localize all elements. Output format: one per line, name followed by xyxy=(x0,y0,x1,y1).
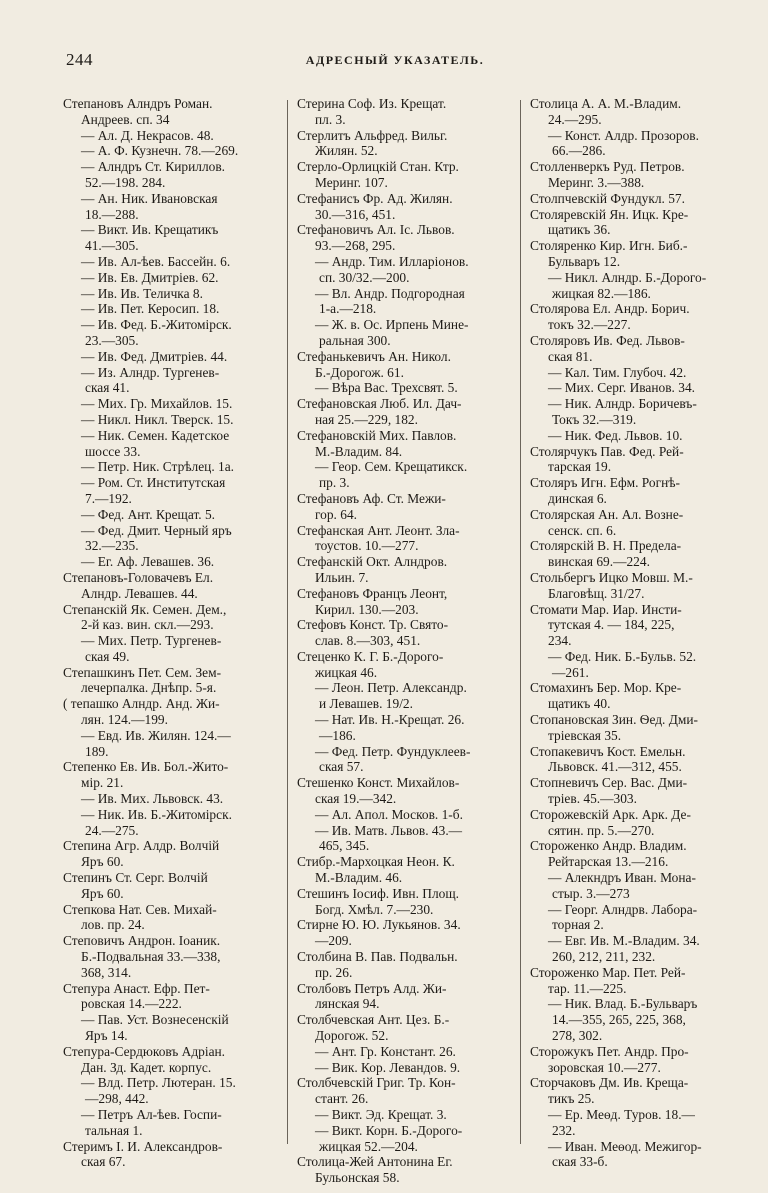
directory-entry: Стефанисъ Фр. Ад. Жилян. xyxy=(297,190,453,206)
directory-entry: Столярскій В. Н. Предела- xyxy=(530,538,682,554)
directory-entry-continuation: Б.-Дорогож. 61. xyxy=(315,364,404,380)
directory-entry: Стопакевичъ Кост. Емельн. xyxy=(530,743,686,759)
directory-entry-continuation: стант. 26. xyxy=(315,1091,369,1107)
directory-entry-continuation: — Из. Алндр. Тургенев- xyxy=(81,364,220,380)
directory-entry-continuation: —298, 442. xyxy=(85,1091,149,1107)
directory-entry-continuation: — Фед. Дмит. Черный яръ xyxy=(81,522,232,538)
directory-entry-continuation: Яръ 60. xyxy=(81,854,124,870)
directory-entry-continuation: — Ив. Мих. Львовск. 43. xyxy=(81,791,224,807)
directory-entry-continuation: лов. пр. 24. xyxy=(81,917,145,933)
directory-entry: Стефановъ Францъ Леонт, xyxy=(297,585,448,601)
directory-entry: Столярчукъ Пав. Фед. Рей- xyxy=(530,443,684,459)
directory-entry-continuation: зоровская 10.—277. xyxy=(548,1059,661,1075)
directory-entry-continuation: — Влд. Петр. Лютеран. 15. xyxy=(81,1075,236,1091)
directory-entry-continuation: — Геор. Сем. Крещатикск. xyxy=(315,459,468,475)
directory-entry-continuation: сп. 30/32.—200. xyxy=(319,269,410,285)
directory-entry-continuation: жицкая 46. xyxy=(315,664,378,680)
directory-entry: Столбчевская Ант. Цез. Б.- xyxy=(297,1012,450,1028)
directory-entry-continuation: 18.—288. xyxy=(85,206,139,222)
directory-entry-continuation: — Евг. Ив. М.-Владим. 34. xyxy=(548,933,700,949)
directory-entry-continuation: — Вл. Андр. Подгородная xyxy=(315,285,465,301)
directory-entry-continuation: слав. 8.—303, 451. xyxy=(315,633,421,649)
directory-entry: Стопневичъ Сер. Вас. Дми- xyxy=(530,775,688,791)
directory-entry-continuation: стыр. 3.—273 xyxy=(552,885,630,901)
directory-entry-continuation: — Ег. Аф. Левашев. 36. xyxy=(81,554,215,570)
directory-entry-continuation: Дан. Зд. Кадет. корпус. xyxy=(81,1059,212,1075)
directory-entry-continuation: — Андр. Тим. Илларіонов. xyxy=(315,253,469,269)
directory-entry: Стефановъ Аф. Ст. Межи- xyxy=(297,490,446,506)
directory-entry-continuation: —261. xyxy=(552,664,589,680)
column-divider xyxy=(520,100,521,1144)
directory-column-3 xyxy=(530,96,740,1170)
directory-entry: Столленверкъ Руд. Петров. xyxy=(530,159,685,175)
directory-entry-continuation: и Левашев. 19/2. xyxy=(319,696,413,712)
directory-entry-continuation: ская 67. xyxy=(81,1154,126,1170)
directory-entry-continuation: — А. Ф. Кузнечн. 78.—269. xyxy=(81,143,239,159)
directory-entry-continuation: Львовск. 41.—312, 455. xyxy=(548,759,682,775)
directory-entry-continuation: 278, 302. xyxy=(552,1028,603,1044)
directory-entry-continuation: — Мих. Гр. Михайлов. 15. xyxy=(81,396,233,412)
directory-entry: Стефановичъ Ал. Іс. Львов. xyxy=(297,222,455,238)
directory-entry-continuation: — Ник. Семен. Кадетское xyxy=(81,427,230,443)
directory-entry: Столбина В. Пав. Подвальн. xyxy=(297,949,458,965)
directory-entry: Столярская Ан. Ал. Возне- xyxy=(530,506,684,522)
directory-entry-continuation: тріев. 45.—303. xyxy=(548,791,637,807)
directory-entry-continuation: лян. 124.—199. xyxy=(81,712,168,728)
directory-entry-continuation: тар. 11.—225. xyxy=(548,980,627,996)
directory-entry-continuation: гор. 64. xyxy=(315,506,357,522)
directory-entry: Степура Анаст. Ефр. Пет- xyxy=(63,980,210,996)
directory-entry-continuation: — Ив. Фед. Б.-Житомірск. xyxy=(81,317,232,333)
directory-entry-continuation: ская 49. xyxy=(85,648,130,664)
directory-entry-continuation: лечерпалка. Днѣпр. 5-я. xyxy=(81,680,217,696)
directory-entry-continuation: 1-а.—218. xyxy=(319,301,377,317)
page-header xyxy=(66,50,724,74)
directory-entry-continuation: Андреев. сп. 34 xyxy=(81,111,170,127)
directory-entry-continuation: — Фед. Ник. Б.-Бульв. 52. xyxy=(548,648,697,664)
directory-entry-continuation: пр. 3. xyxy=(319,475,350,491)
directory-entry-continuation: 23.—305. xyxy=(85,332,139,348)
directory-entry-continuation: — Алекндръ Иван. Мона- xyxy=(548,870,696,886)
directory-entry-continuation: — Иван. Меѳод. Межигор- xyxy=(548,1138,702,1154)
directory-entry-continuation: М.-Владим. 46. xyxy=(315,870,403,886)
directory-entry-continuation: 24.—275. xyxy=(85,822,139,838)
directory-entry-continuation: — Викт. Эд. Крещат. 3. xyxy=(315,1107,447,1122)
directory-entry-continuation: 30.—316, 451. xyxy=(315,206,396,222)
directory-entry-continuation: 232. xyxy=(552,1122,576,1138)
directory-entry-continuation: 24.—295. xyxy=(548,111,602,127)
directory-entry-continuation: тутская 4. — 184, 225, xyxy=(548,617,675,633)
directory-entry: Столяревскій Ян. Ицк. Кре- xyxy=(530,206,689,222)
directory-entry-continuation: — Фед. Петр. Фундуклеев- xyxy=(315,743,471,759)
directory-entry-continuation: — Ром. Ст. Институтская xyxy=(81,475,226,491)
directory-entry-continuation: жицкая 52.—204. xyxy=(319,1138,418,1154)
directory-entry: Столица-Жей Антонина Ег. xyxy=(297,1154,453,1170)
directory-entry-continuation: ская 81. xyxy=(548,348,593,364)
directory-entry-continuation: — Никл. Алндр. Б.-Дорого- xyxy=(548,269,707,285)
directory-entry-continuation: 189. xyxy=(85,743,109,759)
directory-entry: Стефановская Люб. Ил. Дач- xyxy=(297,396,462,412)
directory-entry-continuation: 7.—192. xyxy=(85,490,132,506)
directory-entry-continuation: Б.-Подвальная 33.—338, xyxy=(81,949,221,965)
directory-column-1 xyxy=(63,96,273,1170)
directory-entry: Стефанская Ант. Леонт. Зла- xyxy=(297,522,460,538)
directory-entry-continuation: 93.—268, 295. xyxy=(315,238,396,254)
directory-entry-continuation: — Ал. Д. Некрасов. 48. xyxy=(81,127,214,143)
directory-entry-continuation: 32.—235. xyxy=(85,538,139,554)
directory-entry-continuation: — Петръ Ал-ѣев. Госпи- xyxy=(81,1107,222,1122)
running-title: АДРЕСНЫЙ УКАЗАТЕЛЬ. xyxy=(305,53,485,67)
directory-entry: Стеценко К. Г. Б.-Дорого- xyxy=(297,648,444,664)
directory-entry: Стерло-Орлицкій Стан. Ктр. xyxy=(297,159,459,175)
directory-entry-continuation: динская 6. xyxy=(548,490,607,506)
directory-entry-continuation: — Вик. Кор. Левандов. 9. xyxy=(315,1059,461,1075)
directory-entry-continuation: Жилян. 52. xyxy=(315,143,378,159)
directory-entry: Степановъ Алндръ Роман. xyxy=(63,96,213,111)
directory-entry: Стешинъ Іосиф. Ивн. Площ. xyxy=(297,885,459,901)
directory-entry: Стерина Соф. Из. Крещат. xyxy=(297,96,447,111)
directory-entry-continuation: — Ан. Ник. Ивановская xyxy=(81,190,218,206)
directory-entry-continuation: — Ант. Гр. Констант. 26. xyxy=(315,1043,456,1059)
directory-entry-continuation: торная 2. xyxy=(552,917,604,933)
directory-entry-continuation: винская 69.—224. xyxy=(548,554,650,570)
directory-entry: Степина Агр. Алдр. Волчій xyxy=(63,838,220,854)
directory-entry-continuation: Рейтарская 13.—216. xyxy=(548,854,669,870)
directory-entry-continuation: 260, 212, 211, 232. xyxy=(552,949,656,965)
directory-entry-continuation: — Кал. Тим. Глубоч. 42. xyxy=(548,364,687,380)
directory-entry-continuation: 234. xyxy=(548,633,572,649)
directory-entry-continuation: Бульонская 58. xyxy=(315,1170,400,1186)
directory-entry-continuation: — Леон. Петр. Александр. xyxy=(315,680,467,696)
directory-entry-continuation: сенск. сп. 6. xyxy=(548,522,617,538)
directory-entry-continuation: щатикъ 40. xyxy=(548,696,611,712)
directory-entry: Стешенко Конст. Михайлов- xyxy=(297,775,460,791)
directory-entry-continuation: Токъ 32.—319. xyxy=(552,411,637,427)
directory-entry-continuation: —186. xyxy=(319,727,356,743)
directory-entry-continuation: шоссе 33. xyxy=(85,443,141,459)
directory-entry: Сторожукъ Пет. Андр. Про- xyxy=(530,1043,689,1059)
directory-entry-continuation: 465, 345. xyxy=(319,838,370,854)
directory-entry-continuation: — Вѣра Вас. Трехсвят. 5. xyxy=(315,380,458,396)
directory-entry-continuation: Кирил. 130.—203. xyxy=(315,601,419,617)
directory-entry: Стефанькевичъ Ан. Никол. xyxy=(297,348,451,364)
directory-entry: Степинъ Ст. Серг. Волчій xyxy=(63,870,208,886)
directory-entry-continuation: — Нат. Ив. Н.-Крещат. 26. xyxy=(315,712,465,728)
directory-entry-continuation: — Евд. Ив. Жилян. 124.— xyxy=(81,727,231,743)
directory-entry-continuation: Меринг. 3.—388. xyxy=(548,174,645,190)
directory-entry-continuation: жицкая 82.—186. xyxy=(552,285,651,301)
directory-entry: Степура-Сердюковъ Адріан. xyxy=(63,1043,226,1059)
directory-entry-continuation: Дорогож. 52. xyxy=(315,1028,389,1044)
directory-entry-continuation: ская 41. xyxy=(85,380,130,396)
directory-entry: Степенко Ев. Ив. Бол.-Жито- xyxy=(63,759,229,775)
directory-entry: Степанскій Як. Семен. Дем., xyxy=(63,601,227,617)
directory-entry: Столярова Ел. Андр. Борич. xyxy=(530,301,690,317)
directory-entry-continuation: — Ив. Ев. Дмитріев. 62. xyxy=(81,269,219,285)
directory-entry-continuation: — Ив. Пет. Керосип. 18. xyxy=(81,301,220,317)
directory-entry-continuation: 52.—198. 284. xyxy=(85,174,166,190)
directory-entry-continuation: ская 57. xyxy=(319,759,364,775)
directory-entry: ( тепашко Алндр. Анд. Жи- xyxy=(63,696,220,712)
directory-entry: Стерлитъ Альфред. Вильг. xyxy=(297,127,448,143)
directory-entry-continuation: ная 25.—229, 182. xyxy=(315,411,418,427)
directory-entry: Стефановскій Мих. Павлов. xyxy=(297,427,457,443)
directory-entry: Столбовъ Петръ Алд. Жи- xyxy=(297,980,447,996)
directory-entry-continuation: ская 19.—342. xyxy=(315,791,397,807)
directory-entry-continuation: Яръ 14. xyxy=(85,1028,128,1044)
directory-entry-continuation: тикъ 25. xyxy=(548,1091,595,1107)
directory-entry-continuation: Бульваръ 12. xyxy=(548,253,621,269)
directory-entry: Стеримъ I. И. Александров- xyxy=(63,1138,223,1154)
directory-entry-continuation: тальная 1. xyxy=(85,1122,143,1138)
directory-entry-continuation: 41.—305. xyxy=(85,238,139,254)
directory-entry: Степашкинъ Пет. Сем. Зем- xyxy=(63,664,222,680)
directory-entry-continuation: —209. xyxy=(315,933,352,949)
directory-entry-continuation: пр. 26. xyxy=(315,964,353,980)
directory-entry: Столяренко Кир. Игн. Биб.- xyxy=(530,238,688,254)
directory-entry-continuation: токъ 32.—227. xyxy=(548,317,631,333)
directory-entry-continuation: — Никл. Никл. Тверск. 15. xyxy=(81,411,234,427)
directory-entry: Стирне Ю. Ю. Лукьянов. 34. xyxy=(297,917,461,933)
directory-entry-continuation: мір. 21. xyxy=(81,775,124,791)
directory-entry-continuation: — Ал. Апол. Москов. 1-б. xyxy=(315,806,463,822)
directory-entry-continuation: — Пав. Уст. Вознесенскій xyxy=(81,1012,229,1028)
directory-entry: Степановъ-Головачевъ Ел. xyxy=(63,569,214,585)
directory-entry: Стороженко Андр. Владим. xyxy=(530,838,687,854)
directory-entry: Столпчевскій Фундукл. 57. xyxy=(530,190,685,206)
directory-entry-continuation: Яръ 60. xyxy=(81,885,124,901)
directory-entry-continuation: Меринг. 107. xyxy=(315,174,388,190)
directory-entry-continuation: Ильин. 7. xyxy=(315,569,369,585)
directory-entry-continuation: 14.—355, 265, 225, 368, xyxy=(552,1012,686,1028)
directory-entry: Сторожевскій Арк. Арк. Де- xyxy=(530,806,691,822)
directory-entry: Стольбергъ Ицко Мовш. М.- xyxy=(530,569,693,585)
directory-entry-continuation: Благовѣщ. 31/27. xyxy=(548,585,645,601)
directory-entry-continuation: сятин. пр. 5.—270. xyxy=(548,822,655,838)
directory-entry-continuation: — Петр. Ник. Стрѣлец. 1а. xyxy=(81,459,235,475)
directory-entry-continuation: тріевская 35. xyxy=(548,727,622,743)
directory-entry-continuation: пл. 3. xyxy=(315,111,346,127)
directory-entry-continuation: ральная 300. xyxy=(319,332,391,348)
directory-entry-continuation: — Ник. Влад. Б.-Бульваръ xyxy=(548,996,698,1012)
directory-entry: Столбчевскій Григ. Тр. Кон- xyxy=(297,1075,456,1091)
directory-entry: Степкова Нат. Сев. Михай- xyxy=(63,901,217,917)
directory-entry-continuation: ровская 14.—222. xyxy=(81,996,182,1012)
directory-entry-continuation: Богд. Хмѣл. 7.—230. xyxy=(315,901,434,917)
directory-entry-continuation: тоустов. 10.—277. xyxy=(315,538,419,554)
directory-entry: Стопановская Зин. Ѳед. Дми- xyxy=(530,712,698,728)
directory-entry-continuation: — Ер. Меѳд. Туров. 18.— xyxy=(548,1107,695,1122)
directory-entry-continuation: Алндр. Левашев. 44. xyxy=(81,585,198,601)
directory-entry-continuation: — Ж. в. Ос. Ирпень Мине- xyxy=(315,317,469,333)
directory-entry: Стомахинъ Бер. Мор. Кре- xyxy=(530,680,682,696)
directory-entry-continuation: — Алндръ Ст. Кириллов. xyxy=(81,159,226,175)
directory-entry-continuation: — Викт. Корн. Б.-Дорого- xyxy=(315,1122,463,1138)
directory-entry-continuation: — Ив. Ал-ѣев. Бассейн. 6. xyxy=(81,253,231,269)
directory-entry: Столяровъ Ив. Фед. Львов- xyxy=(530,332,685,348)
directory-entry: Стибр.-Мархоцкая Неон. К. xyxy=(297,854,455,870)
directory-entry-continuation: ская 33-б. xyxy=(552,1154,608,1170)
directory-entry: Степовичъ Андрон. Іоаник. xyxy=(63,933,221,949)
directory-entry: Стефанскій Окт. Алндров. xyxy=(297,554,448,570)
directory-entry: Столяръ Игн. Ефм. Рогнѣ- xyxy=(530,475,681,491)
column-divider xyxy=(287,100,288,1144)
directory-entry: Стефовъ Конст. Тр. Свято- xyxy=(297,617,449,633)
directory-entry-continuation: тарская 19. xyxy=(548,459,612,475)
directory-entry-continuation: — Конст. Алдр. Прозоров. xyxy=(548,127,699,143)
directory-entry-continuation: лянская 94. xyxy=(315,996,380,1012)
directory-column-2 xyxy=(297,96,507,1186)
directory-entry: Стомати Мар. Иар. Инсти- xyxy=(530,601,682,617)
directory-entry-continuation: — Ив. Матв. Львов. 43.— xyxy=(315,822,463,838)
directory-entry-continuation: щатикъ 36. xyxy=(548,222,611,238)
directory-entry: Столица А. А. М.-Владим. xyxy=(530,96,682,111)
directory-entry-continuation: — Ник. Алндр. Боричевъ- xyxy=(548,396,697,412)
directory-entry: Стороженко Мар. Пет. Рей- xyxy=(530,964,686,980)
directory-entry-continuation: — Ник. Ив. Б.-Житомірск. xyxy=(81,806,232,822)
directory-entry-continuation: М.-Владим. 84. xyxy=(315,443,403,459)
directory-entry: Сторчаковъ Дм. Ив. Креща- xyxy=(530,1075,689,1091)
directory-entry-continuation: — Мих. Серг. Иванов. 34. xyxy=(548,380,695,396)
directory-entry-continuation: — Викт. Ив. Крещатикъ xyxy=(81,222,219,238)
directory-entry-continuation: 66.—286. xyxy=(552,143,606,159)
directory-entry-continuation: — Ник. Фед. Львов. 10. xyxy=(548,427,683,443)
directory-entry-continuation: — Фед. Ант. Крещат. 5. xyxy=(81,506,216,522)
directory-entry-continuation: 2-й каз. вин. скл.—293. xyxy=(81,617,214,633)
directory-columns xyxy=(63,96,768,1193)
directory-entry-continuation: — Георг. Алндрв. Лабора- xyxy=(548,901,698,917)
directory-entry-continuation: — Мих. Петр. Тургенев- xyxy=(81,633,222,649)
directory-entry-continuation: — Ив. Фед. Дмитріев. 44. xyxy=(81,348,228,364)
directory-entry-continuation: 368, 314. xyxy=(81,964,132,980)
page-number: 244 xyxy=(66,50,93,69)
directory-entry-continuation: — Ив. Ив. Теличка 8. xyxy=(81,285,203,301)
